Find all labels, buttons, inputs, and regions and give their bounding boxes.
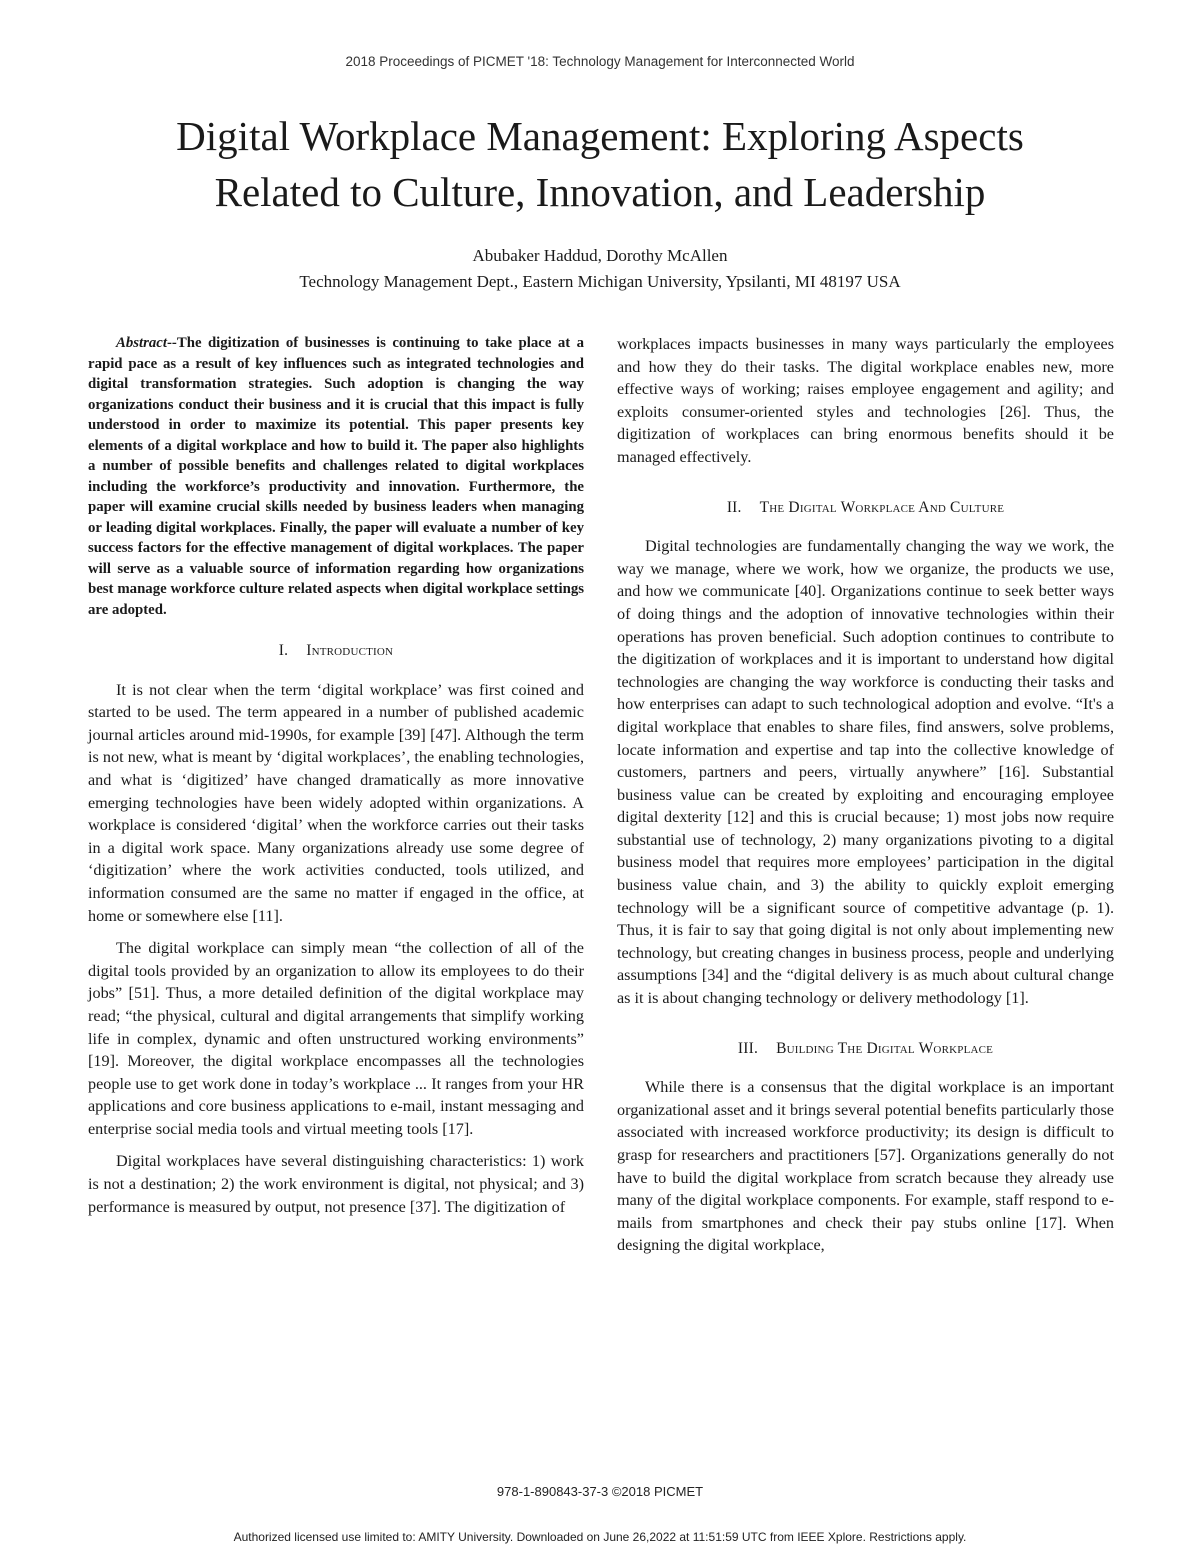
section-number: III. — [737, 1039, 759, 1057]
footer-license: Authorized licensed use limited to: AMITY University. Downloaded on June 26,2022 at 11:51:59 UTC from IEEE Xplore. Restrictions apply. — [233, 1530, 967, 1544]
section-number: II. — [726, 498, 742, 516]
intro-paragraph-2: The digital workplace can simply mean “the collection of all of the digital tools provided by an organization to allow its employees to do their jobs” [51]. Thus, a more detailed definition of the digital workplace may read; “the physical, cultural and digital arrangements that simplify working life in complex, dynamic and often unstructured working environments” [19]. Moreover, the digital workplace encompasses all the technologies people use to get work done in today’s workplace ... It ranges from your HR applications and core business applications to e-mail, instant messaging and enterprise social media tools and virtual meeting tools [17]. — [88, 939, 584, 1138]
section-title: Introduction — [306, 642, 394, 659]
left-column — [88, 333, 584, 1228]
paper-title — [60, 108, 1140, 220]
abstract-label: Abstract — [116, 335, 167, 351]
section-heading-culture — [617, 497, 1114, 520]
section-heading-building — [617, 1038, 1114, 1061]
title-line-2: Related to Culture, Innovation, and Leadership — [214, 169, 986, 215]
abstract — [88, 333, 584, 620]
intro-paragraph-3: Digital workplaces have several distinguishing characteristics: 1) work is not a destination; 2) the work environment is digital, not physical; and 3) performance is measured by output, not presence [37]. The digitization of — [88, 1152, 584, 1216]
section-title: Building The Digital Workplace — [776, 1039, 994, 1057]
building-paragraph-1: While there is a consensus that the digital workplace is an important organizational asset and it brings several potential benefits particularly those associated with increased workforce productivity; its design is difficult to grasp for researchers and practitioners [57]. Organizations generally do not have to build the digital workplace from scratch because they already use many of the digital workplace components. For example, staff respond to e-mails from smartphones and check their pay stubs online [17]. When designing the digital workplace, — [617, 1078, 1114, 1255]
affiliation: Technology Management Dept., Eastern Michigan University, Ypsilanti, MI 48197 USA — [299, 272, 901, 291]
authors: Abubaker Haddud, Dorothy McAllen — [472, 246, 728, 265]
title-line-1: Digital Workplace Management: Exploring Aspects — [176, 113, 1024, 159]
right-column — [617, 333, 1114, 1267]
abstract-text: --The digitization of businesses is continuing to take place at a rapid pace as a result of key influences such as integrated technologies and digital transformation strategies. Such adoption is changing the way organizations conduct their business and it is crucial that this impact is fully understood in order to maximize its potential. This paper presents key elements of a digital workplace and how to build it. The paper also highlights a number of possible benefits and challenges related to digital workplaces including the workforce’s productivity and innovation. Furthermore, the paper will examine crucial skills needed by business leaders when managing or leading digital workplaces. Finally, the paper will evaluate a number of key success factors for the effective management of digital workplaces. The paper will serve as a valuable source of information regarding how organizations best manage workforce culture related aspects when digital workplace settings are adopted. — [88, 335, 584, 618]
running-head: 2018 Proceedings of PICMET '18: Technology Management for Interconnected World — [345, 54, 855, 69]
section-heading-introduction — [88, 640, 584, 663]
intro-paragraph-3-continued: workplaces impacts businesses in many ways particularly the employees and how they do their tasks. The digital workplace enables new, more effective ways of working; raises employee engagement and agility; and exploits consumer-oriented styles and technologies [26]. Thus, the digitization of workplaces can bring enormous benefits should it be managed effectively. — [617, 335, 1114, 466]
culture-paragraph-1: Digital technologies are fundamentally changing the way we work, the way we manage, where we work, how we organize, the products we use, and how we communicate [40]. Organizations continue to seek better ways of doing things and the adoption of innovative technologies within their operations has proven beneficial. Such adoption continues to contribute to the digitization of workplaces and it is important to understand how digital technologies are changing the way workforce is conducting their tasks and how enterprises can adapt to such technological adoption and evolve. “It's a digital workplace that enables to share files, find answers, solve problems, locate information and expertise and tap into the collective knowledge of customers, partners and peers, virtually anywhere” [16]. Substantial business value can be created by exploiting and encouraging employee digital dexterity [12] and this is crucial because; 1) most jobs now require substantial use of technology, 2) many organizations pivoting to a digital business model that requires more employees’ participation in the digital business value chain, and 3) the ability to quickly exploit emerging technology will be a significant source of competitive advantage (p. 1). Thus, it is fair to say that going digital is not only about implementing new technology, but creating changes in business process, people and underlying assumptions [34] and the “digital delivery is as much about cultural change as it is about changing technology or delivery methodology [1]. — [617, 537, 1114, 1008]
footer-isbn: 978-1-890843-37-3 ©2018 PICMET — [496, 1484, 704, 1499]
section-number: I. — [278, 642, 289, 659]
section-title: The Digital Workplace And Culture — [759, 498, 1005, 516]
intro-paragraph-1: It is not clear when the term ‘digital workplace’ was first coined and started to be used. The term appeared in a number of published academic journal articles around mid-1990s, for example [39] [47]. Although the term is not new, what is meant by ‘digital workplaces’, the enabling technologies, and what is ‘digitized’ have changed dramatically as more innovative emerging technologies have been widely adopted within organizations. A workplace is considered ‘digital’ when the workforce carries out their tasks in a digital work space. Many organizations already use some degree of ‘digitization’ where the work activities conducted, tools utilized, and information consumed are the same no matter if engaged in the office, at home or somewhere else [11]. — [88, 680, 584, 925]
